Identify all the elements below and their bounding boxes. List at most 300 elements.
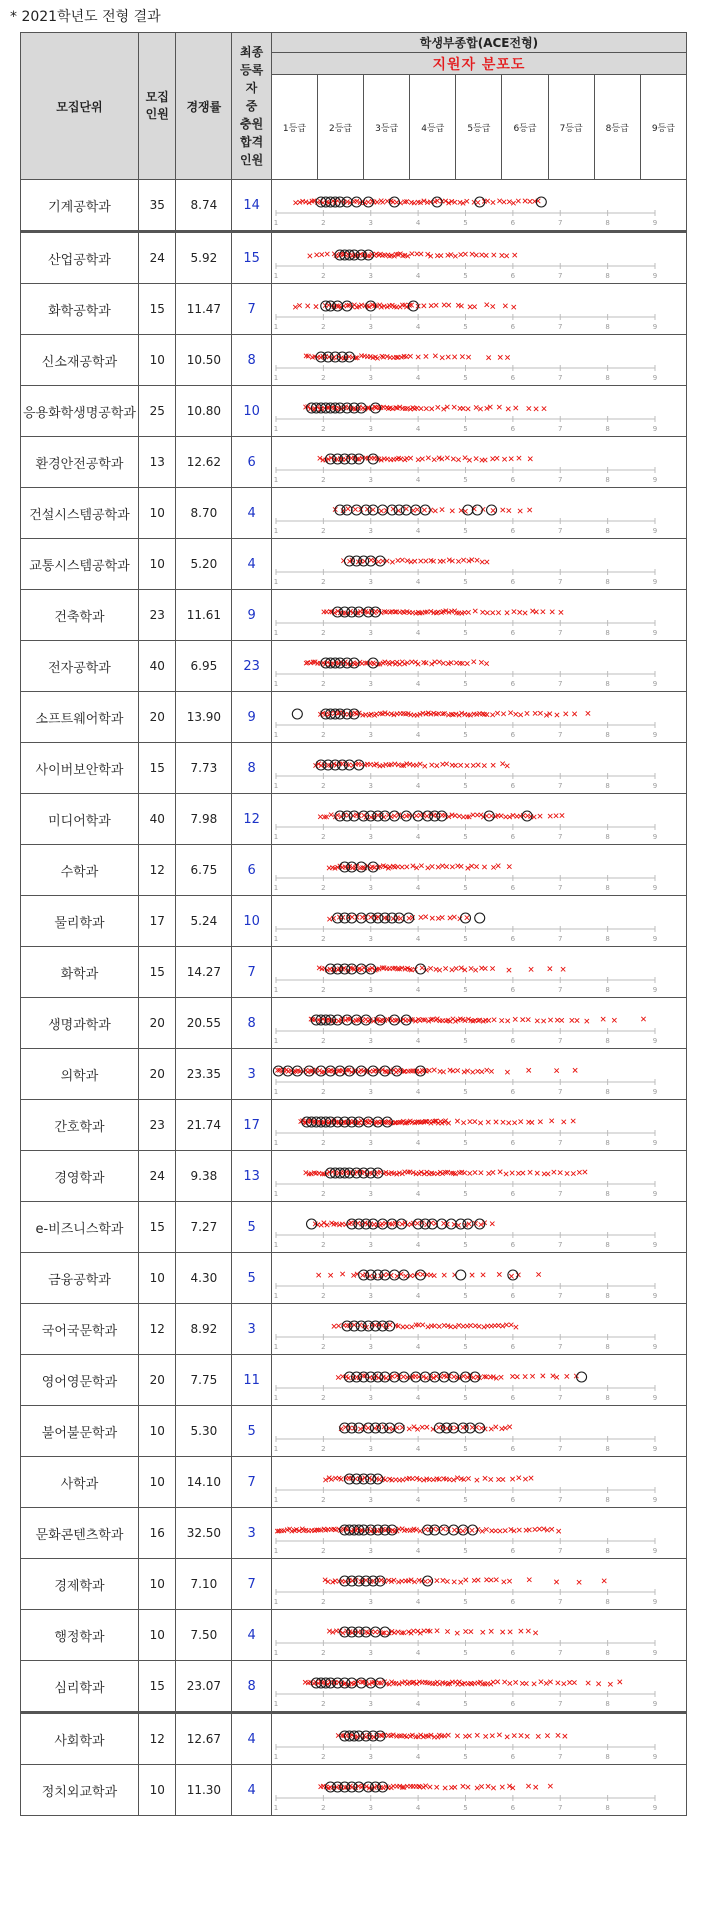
axis-tick-label: 8 [605, 1241, 610, 1249]
table-row [21, 1202, 687, 1253]
applicant-marker [415, 507, 419, 511]
applicant-marker [400, 558, 404, 562]
axis-tick-label: 7 [557, 1241, 563, 1249]
dept-cell: 간호학과 [21, 1100, 139, 1151]
ratio-cell: 5.24 [176, 896, 232, 947]
distribution-plot-cell [271, 743, 686, 794]
applicant-marker [490, 457, 494, 461]
applicant-marker [445, 1629, 449, 1633]
axis-tick-label: 2 [321, 476, 326, 484]
applicant-marker [475, 558, 479, 562]
applicant-marker [570, 1018, 574, 1022]
distribution-plot-cell [271, 284, 686, 335]
applicant-marker [495, 711, 499, 715]
ratio-cell: 7.75 [176, 1355, 232, 1406]
applicant-marker [507, 1579, 511, 1583]
applicant-marker [340, 1068, 344, 1072]
final-cell: 4 [232, 1765, 272, 1816]
applicant-marker [602, 1579, 606, 1583]
axis-tick-label: 9 [652, 1753, 658, 1761]
axis-tick-label: 1 [273, 1753, 279, 1761]
axis-tick-label: 2 [321, 578, 326, 586]
grade-header: 5등급 [456, 75, 502, 180]
admitted-marker [486, 505, 496, 515]
distribution-plot [272, 1049, 659, 1099]
admitted-marker [394, 913, 404, 923]
distribution-plot [272, 488, 659, 538]
applicant-marker [491, 1786, 495, 1790]
dept-cell: 물리학과 [21, 896, 139, 947]
applicant-marker [513, 1680, 517, 1684]
applicant-marker [482, 865, 486, 869]
applicant-marker [423, 764, 427, 768]
applicant-marker [435, 763, 439, 767]
distribution-plot [272, 1559, 659, 1609]
axis-tick-label: 6 [510, 1088, 516, 1096]
axis-tick-label: 9 [652, 476, 658, 484]
applicant-marker [526, 1017, 530, 1021]
axis-tick-label: 4 [415, 1292, 421, 1300]
table-row [21, 488, 687, 539]
applicant-marker [490, 713, 494, 717]
applicant-marker [405, 865, 409, 869]
distribution-plot-cell [271, 1508, 686, 1559]
applicant-marker [469, 966, 473, 970]
axis-tick-label: 5 [463, 1598, 468, 1606]
applicant-marker [466, 355, 470, 359]
axis-tick-label: 5 [463, 476, 468, 484]
axis-tick-label: 4 [415, 1241, 421, 1249]
axis-tick-label: 1 [273, 527, 279, 535]
admitted-marker [536, 197, 546, 207]
quota-cell: 20 [138, 1355, 176, 1406]
axis-tick-label: 7 [557, 476, 563, 484]
dept-cell: 기계공학과 [21, 180, 139, 232]
applicant-marker [502, 1580, 506, 1584]
applicant-marker [489, 1578, 493, 1582]
applicant-marker [452, 1580, 456, 1584]
applicant-marker [484, 253, 488, 257]
applicant-marker [507, 508, 511, 512]
axis-tick-label: 6 [510, 986, 516, 994]
applicant-marker [429, 303, 433, 307]
applicant-marker [572, 1680, 576, 1684]
applicant-marker [466, 1476, 470, 1480]
axis-tick-label: 8 [605, 1804, 610, 1812]
applicant-marker [479, 660, 483, 664]
distribution-plot [272, 1253, 659, 1303]
applicant-marker [496, 864, 500, 868]
applicant-marker [495, 456, 499, 460]
applicant-marker [314, 253, 318, 257]
quota-cell: 20 [138, 998, 176, 1049]
distribution-plot-cell [271, 845, 686, 896]
axis-tick-label: 9 [652, 1088, 658, 1096]
applicant-marker [293, 305, 297, 309]
final-cell: 4 [232, 539, 272, 590]
distribution-plot-cell [271, 1457, 686, 1508]
axis-tick-label: 8 [605, 1190, 610, 1198]
axis-tick-label: 4 [415, 1037, 421, 1045]
applicant-marker [513, 1017, 517, 1021]
axis-tick-label: 3 [368, 1088, 373, 1096]
applicant-marker [538, 1120, 542, 1124]
applicant-marker [554, 1580, 558, 1584]
final-cell: 6 [232, 845, 272, 896]
applicant-marker [538, 814, 542, 818]
distribution-plot [272, 1304, 659, 1354]
applicant-marker [504, 1172, 508, 1176]
col-header-quota: 모집 인원 [138, 33, 176, 180]
applicant-marker [498, 1170, 502, 1174]
axis-tick-label: 5 [463, 1753, 468, 1761]
quota-cell: 10 [138, 1765, 176, 1816]
applicant-marker [455, 1068, 459, 1072]
applicant-marker [552, 1170, 556, 1174]
axis-tick-label: 8 [605, 476, 610, 484]
applicant-marker [400, 1579, 404, 1583]
axis-tick-label: 9 [652, 1394, 658, 1402]
applicant-marker [497, 1272, 501, 1276]
applicant-marker [366, 1631, 370, 1635]
ratio-cell: 7.27 [176, 1202, 232, 1253]
axis-tick-label: 8 [605, 425, 610, 433]
applicant-marker [410, 1477, 414, 1481]
axis-tick-label: 7 [557, 578, 563, 586]
table-row [21, 896, 687, 947]
axis-tick-label: 7 [557, 1496, 563, 1504]
applicant-marker [426, 866, 430, 870]
axis-tick-label: 7 [557, 425, 563, 433]
dept-cell: e-비즈니스학과 [21, 1202, 139, 1253]
ratio-cell: 11.61 [176, 590, 232, 641]
axis-tick-label: 5 [463, 1445, 468, 1453]
applicant-marker [498, 355, 502, 359]
table-row [21, 1151, 687, 1202]
applicant-marker [420, 457, 424, 461]
distribution-title: 지원자 분포도 [271, 53, 686, 75]
applicant-marker [420, 1068, 424, 1072]
admitted-marker [420, 505, 430, 515]
axis-tick-label: 1 [273, 884, 279, 892]
axis-tick-label: 7 [557, 219, 563, 227]
applicant-marker [480, 1070, 484, 1074]
applicant-marker [534, 407, 538, 411]
col-header-ratio: 경쟁률 [176, 33, 232, 180]
applicant-marker [518, 713, 522, 717]
grade-header: 8등급 [594, 75, 640, 180]
axis-tick-label: 5 [463, 1496, 468, 1504]
final-cell: 23 [232, 641, 272, 692]
axis-tick-label: 8 [605, 1649, 610, 1657]
applicant-marker [470, 1070, 474, 1074]
axis-tick-label: 2 [321, 833, 326, 841]
applicant-marker [414, 763, 418, 767]
applicant-marker [460, 354, 464, 358]
axis-tick-label: 9 [652, 323, 658, 331]
applicant-marker [463, 456, 467, 460]
axis-tick-label: 5 [463, 782, 468, 790]
applicant-marker [308, 254, 312, 258]
table-row [21, 692, 687, 743]
distribution-plot [272, 386, 659, 436]
applicant-marker [457, 814, 461, 818]
applicant-marker [467, 458, 471, 462]
distribution-plot-cell [271, 1049, 686, 1100]
axis-tick-label: 8 [605, 1753, 610, 1761]
axis-tick-label: 6 [510, 1139, 516, 1147]
applicant-marker [485, 303, 489, 307]
ratio-cell: 21.74 [176, 1100, 232, 1151]
distribution-plot-cell [271, 1713, 686, 1765]
applicant-marker [489, 1529, 493, 1533]
admitted-marker [576, 1372, 586, 1382]
applicant-marker [502, 457, 506, 461]
applicant-marker [375, 200, 379, 204]
table-row [21, 845, 687, 896]
final-cell: 9 [232, 590, 272, 641]
distribution-plot-cell [271, 1151, 686, 1202]
axis-tick-label: 2 [321, 1445, 326, 1453]
applicant-marker [434, 1785, 438, 1789]
axis-tick-label: 8 [605, 1496, 610, 1504]
applicant-marker [423, 1579, 427, 1583]
dept-cell: 건설시스템공학과 [21, 488, 139, 539]
applicant-marker [339, 1477, 343, 1481]
distribution-plot-cell [271, 692, 686, 743]
applicant-marker [513, 712, 517, 716]
applicant-marker [426, 1325, 430, 1329]
applicant-marker [396, 865, 400, 869]
axis-tick-label: 8 [605, 935, 610, 943]
applicant-marker [511, 201, 515, 205]
axis-tick-label: 9 [652, 884, 658, 892]
final-cell: 13 [232, 1151, 272, 1202]
applicant-marker [523, 199, 527, 203]
axis-tick-label: 9 [652, 1649, 658, 1657]
applicant-marker [366, 200, 370, 204]
applicant-marker [392, 814, 396, 818]
admitted-marker [375, 556, 385, 566]
ratio-cell: 14.27 [176, 947, 232, 998]
axis-tick-label: 2 [321, 782, 326, 790]
applicant-marker [512, 1121, 516, 1125]
ratio-cell: 23.35 [176, 1049, 232, 1100]
applicant-marker [483, 966, 487, 970]
axis-tick-label: 6 [510, 731, 516, 739]
applicant-marker [436, 405, 440, 409]
applicant-marker [456, 458, 460, 462]
applicant-marker [516, 199, 520, 203]
axis-tick-label: 5 [463, 833, 468, 841]
table-row [21, 180, 687, 232]
applicant-marker [420, 1323, 424, 1327]
axis-tick-label: 2 [321, 1037, 326, 1045]
axis-tick-label: 9 [652, 1343, 658, 1351]
axis-tick-label: 6 [510, 1649, 516, 1657]
applicant-marker [450, 968, 454, 972]
applicant-marker [534, 610, 538, 614]
table-row [21, 335, 687, 386]
applicant-marker [463, 1578, 467, 1582]
applicant-marker [545, 1733, 549, 1737]
applicant-marker [479, 1784, 483, 1788]
axis-tick-label: 4 [415, 1394, 421, 1402]
table-row [21, 1508, 687, 1559]
axis-tick-label: 5 [463, 527, 468, 535]
axis-tick-label: 2 [321, 272, 326, 280]
axis-tick-label: 5 [463, 1292, 468, 1300]
applicant-marker [456, 559, 460, 563]
applicant-marker [514, 1325, 518, 1329]
applicant-marker [516, 1171, 520, 1175]
applicant-marker [453, 1325, 457, 1329]
applicant-marker [490, 1222, 494, 1226]
applicant-marker [560, 813, 564, 817]
axis-tick-label: 9 [652, 1547, 658, 1555]
applicant-marker [528, 199, 532, 203]
table-body [21, 180, 687, 1816]
applicant-marker [484, 1578, 488, 1582]
axis-tick-label: 5 [463, 219, 468, 227]
axis-tick-label: 5 [463, 1088, 468, 1096]
distribution-plot-cell [271, 1559, 686, 1610]
axis-tick-label: 2 [321, 219, 326, 227]
ratio-cell: 14.10 [176, 1457, 232, 1508]
distribution-plot-cell [271, 1355, 686, 1406]
applicant-marker [476, 1578, 480, 1582]
axis-tick-label: 1 [273, 986, 279, 994]
axis-tick-label: 3 [368, 219, 373, 227]
axis-tick-label: 4 [415, 629, 421, 637]
applicant-marker [415, 252, 419, 256]
final-cell: 6 [232, 437, 272, 488]
quota-cell: 12 [138, 845, 176, 896]
axis-tick-label: 9 [652, 1037, 658, 1045]
final-cell: 4 [232, 488, 272, 539]
applicant-marker [583, 1170, 587, 1174]
applicant-marker [424, 354, 428, 358]
applicant-marker [505, 355, 509, 359]
axis-tick-label: 3 [368, 1445, 373, 1453]
applicant-marker [601, 1017, 605, 1021]
applicant-marker [459, 304, 463, 308]
axis-tick-label: 2 [321, 1088, 326, 1096]
applicant-marker [521, 1171, 525, 1175]
applicant-marker [567, 1680, 571, 1684]
applicant-marker [550, 610, 554, 614]
applicant-marker [537, 1527, 541, 1531]
applicant-marker [554, 1068, 558, 1072]
axis-tick-label: 8 [605, 1139, 610, 1147]
applicant-marker [525, 711, 529, 715]
axis-tick-label: 8 [605, 374, 610, 382]
distribution-plot-cell [271, 896, 686, 947]
axis-tick-label: 3 [368, 1292, 373, 1300]
applicant-marker [420, 966, 424, 970]
applicant-marker [497, 1733, 501, 1737]
axis-tick-label: 6 [510, 1700, 516, 1708]
axis-tick-label: 4 [415, 1649, 421, 1657]
applicant-marker [470, 1528, 474, 1532]
applicant-marker [422, 304, 426, 308]
applicant-marker [366, 1426, 370, 1430]
applicant-marker [424, 559, 428, 563]
dept-cell: 경제학과 [21, 1559, 139, 1610]
applicant-marker [435, 1629, 439, 1633]
table-row [21, 1253, 687, 1304]
applicant-marker [428, 1579, 432, 1583]
applicant-marker [520, 1017, 524, 1021]
applicant-marker [453, 1785, 457, 1789]
applicant-marker [419, 864, 423, 868]
applicant-marker [509, 1274, 513, 1278]
applicant-marker [482, 1325, 486, 1329]
axis-tick-label: 7 [557, 1804, 563, 1812]
applicant-marker [478, 1121, 482, 1125]
axis-tick-label: 6 [510, 1496, 516, 1504]
applicant-marker [441, 559, 445, 563]
applicant-marker [561, 967, 565, 971]
applicant-marker [490, 611, 494, 615]
applicant-marker [511, 305, 515, 309]
distribution-plot-cell [271, 1765, 686, 1816]
axis-tick-label: 5 [463, 1547, 468, 1555]
distribution-plot [272, 1508, 659, 1558]
applicant-marker [422, 1629, 426, 1633]
applicant-marker [518, 1119, 522, 1123]
applicant-marker [317, 1068, 321, 1072]
axis-tick-label: 7 [557, 1088, 563, 1096]
applicant-marker [505, 1070, 509, 1074]
applicant-marker [612, 1018, 616, 1022]
applicant-marker [458, 200, 462, 204]
axis-tick-label: 6 [510, 476, 516, 484]
final-cell: 17 [232, 1100, 272, 1151]
applicant-marker [409, 1325, 413, 1329]
applicant-marker [452, 405, 456, 409]
applicant-marker [476, 200, 480, 204]
applicant-marker [463, 1629, 467, 1633]
ratio-cell: 11.47 [176, 284, 232, 335]
final-cell: 7 [232, 947, 272, 998]
applicant-marker [549, 1527, 553, 1531]
applicant-marker [429, 407, 433, 411]
applicant-marker [463, 252, 467, 256]
applicant-marker [375, 356, 379, 360]
applicant-marker [527, 406, 531, 410]
quota-cell: 15 [138, 1202, 176, 1253]
applicant-marker [492, 1018, 496, 1022]
axis-tick-label: 7 [557, 884, 563, 892]
quota-cell: 10 [138, 1253, 176, 1304]
distribution-plot-cell [271, 1610, 686, 1661]
table-row [21, 1713, 687, 1765]
dept-cell: 심리학과 [21, 1661, 139, 1713]
applicant-marker [434, 303, 438, 307]
dept-cell: 건축학과 [21, 590, 139, 641]
applicant-marker [328, 1273, 332, 1277]
quota-cell: 24 [138, 1151, 176, 1202]
distribution-plot-cell [271, 794, 686, 845]
applicant-marker [494, 1120, 498, 1124]
axis-tick-label: 7 [557, 1547, 563, 1555]
axis-tick-label: 9 [652, 1804, 658, 1812]
quota-cell: 35 [138, 180, 176, 232]
applicant-marker [489, 1069, 493, 1073]
axis-tick-label: 9 [652, 425, 658, 433]
axis-tick-label: 8 [605, 219, 610, 227]
